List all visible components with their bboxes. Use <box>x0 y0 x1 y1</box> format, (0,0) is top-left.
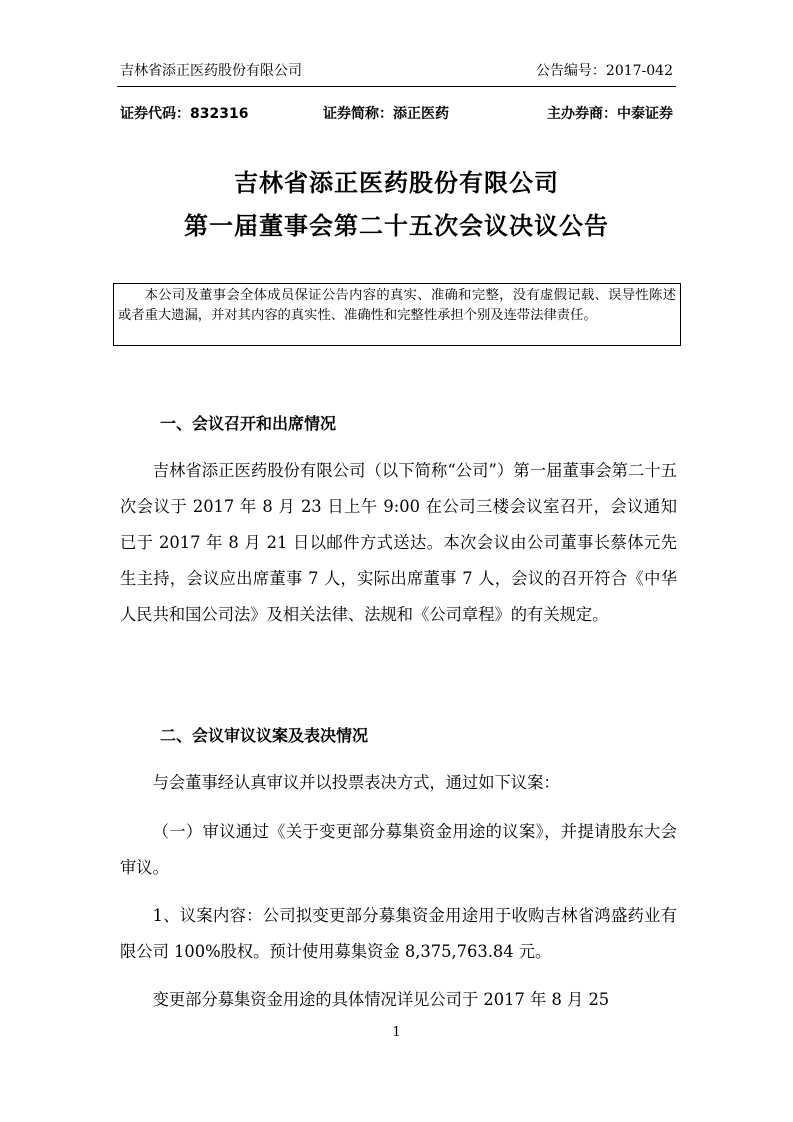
section2-heading: 二、会议审议议案及表决情况 <box>160 726 369 745</box>
section2-intro: 与会董事经认真审议并以投票表决方式，通过如下议案： <box>152 773 560 792</box>
motion-item-1: （一）审议通过《关于变更部分募集资金用途的议案》，并提请股东大会审议。 <box>120 822 677 877</box>
title-announcement: 第一届董事会第二十五次会议决议公告 <box>184 212 609 240</box>
section1-text: 吉林省添正医药股份有限公司（以下简称“公司”）第一届董事会第二十五次会议于 2017 年 8 月 23 日上午 9:00 在公司三楼会议室召开，会议通知已于 2017 年 8 月 21 日以邮件方式送达。本次会议由公司董事长蔡体元先生主持，会议应出席董事 7 人，实际出席董事 7 人，会议的召开符合《中华人民共和国公司法》及相关法律、法规和《公司章程》的有关规定。 <box>120 461 677 624</box>
title-company: 吉林省添正医药股份有限公司 <box>234 169 559 197</box>
motion-content-1: 1、议案内容：公司拟变更部分募集资金用途用于收购吉林省鸿盛药业有限公司 100%股权。预计使用募集资金 8,375,763.84 元。 <box>120 906 677 961</box>
page-number: 1 <box>392 1025 401 1040</box>
section1-paragraph <box>120 453 677 633</box>
header-announcement-no: 公告编号：2017-042 <box>535 63 673 79</box>
page-header <box>117 56 676 87</box>
section1-heading: 一、会议召开和出席情况 <box>160 414 337 433</box>
broker: 主办券商：中泰证券 <box>547 106 673 122</box>
details-paragraph: 变更部分募集资金用途的具体情况详见公司于 2017 年 8 月 25 <box>152 990 610 1009</box>
disclaimer-box: 本公司及董事会全体成员保证公告内容的真实、准确和完整，没有虚假记载、误导性陈述或者重大遗漏，并对其内容的真实性、准确性和完整性承担个别及连带法律责任。 <box>113 283 681 346</box>
security-code: 证券代码：832316 <box>120 106 249 122</box>
security-info-row <box>117 103 676 125</box>
security-abbr: 证券简称：添正医药 <box>323 106 449 122</box>
header-company: 吉林省添正医药股份有限公司 <box>120 63 302 79</box>
